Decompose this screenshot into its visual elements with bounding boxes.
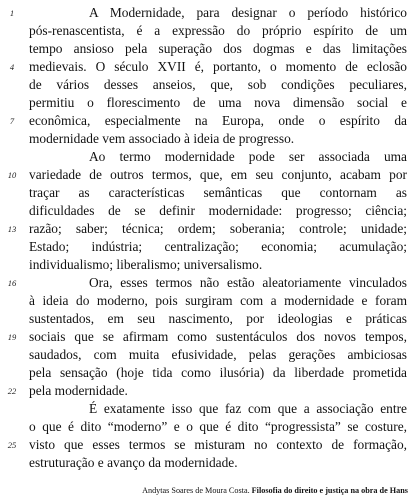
text-line-20: saudados, com muita efusividade, pelas gerações ambiciosas xyxy=(29,347,407,362)
text-line-5: de vários desses anseios, que, sob condições peculiares, xyxy=(29,77,407,92)
text-line-11: traçar as características semânticas que contornam as xyxy=(29,185,407,200)
text-line-6: permitiu o florescimento de uma nova dimensão social e xyxy=(29,95,407,110)
text-line-13: razão; saber; técnica; ordem; soberania; controle; unidade; xyxy=(29,221,407,236)
text-line-22: pela modernidade. xyxy=(29,383,128,398)
text-line-24: o que é dito “moderno” e o que é dito “progressista” se costure, xyxy=(29,419,407,434)
text-line-26: estruturação e avanço da modernidade. xyxy=(29,455,238,470)
line-number: 25 xyxy=(7,440,17,450)
line-number: 1 xyxy=(9,8,15,18)
text-line-4: medievais. O século XVII é, portanto, o momento de eclosão xyxy=(29,59,407,74)
text-line-2: pós-renascentista, é a expressão do próprio espírito de um xyxy=(29,23,407,38)
line-number: 13 xyxy=(7,224,17,234)
text-line-7: econômica, especialmente na Europa, onde o espírito da xyxy=(29,113,407,128)
text-line-19: sociais que se afirmam como sustentáculos dos novos tempos, xyxy=(29,329,407,344)
citation-author: Andytas Soares de Moura Costa. xyxy=(142,486,252,495)
line-number: 16 xyxy=(7,278,17,288)
text-line-15: individualismo; liberalismo; universalismo. xyxy=(29,257,263,272)
text-line-3: tempo ansioso pela superação dos dogmas e das limitações xyxy=(29,41,407,56)
text-line-17: à ideia do moderno, pois surgiram com a modernidade e foram xyxy=(29,293,407,308)
text-line-14: Estado; indústria; centralização; economia; acumulação; xyxy=(29,239,407,254)
citation-work-title: Filosofia do direito e justiça na obra de Hans xyxy=(251,486,408,495)
text-line-16: Ora, esses termos não estão aleatoriamente vinculados xyxy=(89,275,407,290)
text-line-18: sustentados, em seu nascimento, por ideologias e práticas xyxy=(29,311,407,326)
line-number: 4 xyxy=(9,62,15,72)
text-line-8: modernidade vem associado à ideia de progresso. xyxy=(29,131,295,146)
text-line-25: visto que esses termos se misturam no contexto de formação, xyxy=(29,437,407,452)
text-line-12: dificuldades de se definir modernidade: progresso; ciência; xyxy=(29,203,407,218)
line-number: 22 xyxy=(7,386,17,396)
text-line-23: É exatamente isso que faz com que a associação entre xyxy=(89,401,407,416)
source-citation xyxy=(108,485,408,496)
text-line-10: variedade de outros termos, que, em seu conjunto, acabam por xyxy=(29,167,407,182)
text-line-1: A Modernidade, para designar o período histórico xyxy=(89,5,407,20)
line-number: 10 xyxy=(7,170,17,180)
text-line-21: pela sensação (hoje tida como ilusória) da liberdade prometida xyxy=(29,365,407,380)
line-number: 19 xyxy=(7,332,17,342)
line-number: 7 xyxy=(9,116,15,126)
text-line-9: Ao termo modernidade pode ser associada uma xyxy=(89,149,407,164)
